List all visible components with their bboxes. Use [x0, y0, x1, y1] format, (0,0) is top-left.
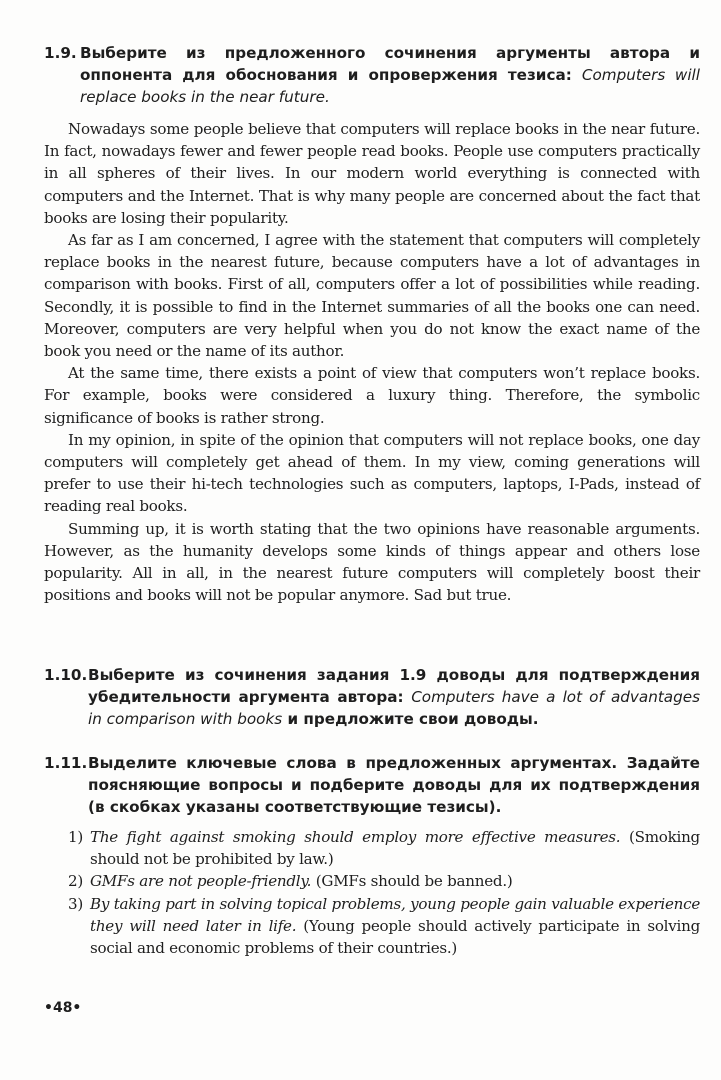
list-item — [68, 893, 700, 960]
essay-paragraph: In my opinion, in spite of the opinion that computers will not replace books, one day computers will completely get ahead of them. In my view, coming generations will prefer to use their hi-tech technologies such as computers, laptops, I-Pads, instead of reading real books. — [44, 430, 700, 516]
task-instruction: Выберите из сочинения задания 1.9 доводы для подтверждения убедительности аргумента автора: — [88, 666, 700, 706]
essay — [44, 118, 700, 606]
page-number: •48• — [44, 1000, 82, 1016]
item-number: 1) — [68, 828, 83, 846]
item-argument: By taking part in solving topical problems, young people gain valuable experience they will need later in life. — [90, 894, 700, 935]
essay-paragraph: At the same time, there exists a point of view that computers won’t replace books. For example, books were considered a luxury thing. Therefore, the symbolic significance of books is rather strong. — [44, 364, 700, 427]
task-text — [80, 42, 700, 108]
task-instruction-end: и предложите свои доводы. — [287, 710, 539, 728]
essay-paragraph: Summing up, it is worth stating that the two opinions have reasonable arguments. However, as the humanity develops some kinds of things appear and others lose popularity. All in all, in the nearest future computers will completely boost their positions and books will not be popular anymore. Sad but true. — [44, 519, 700, 605]
task-number: 1.9. — [44, 44, 77, 62]
list-item — [68, 870, 700, 892]
task-1-11 — [44, 752, 700, 818]
task-1-10 — [44, 664, 700, 730]
item-thesis: (Smoking should not be prohibited by law.) — [90, 828, 700, 869]
task-text — [88, 664, 700, 730]
task-number: 1.10. — [44, 666, 88, 684]
essay-paragraph: As far as I am concerned, I agree with the statement that computers will completely replace books in the nearest future, because computers have a lot of advantages in comparison with books. First of all, computers offer a lot of possibilities while reading. Secondly, it is possible to find in the Internet summaries of all the books one can need. Moreover, computers are very helpful when you do not know the exact name of the book you need or the name of its author. — [44, 231, 700, 361]
item-thesis: (GMFs should be banned.) — [315, 872, 513, 891]
item-number: 2) — [68, 872, 83, 891]
task-1-9 — [44, 42, 700, 108]
task-text: Выделите ключевые слова в предложенных аргументах. Задайте поясняющие вопросы и подберите доводы для их подтверждения (в скобках указаны соответствующие тезисы). — [88, 754, 700, 816]
task-number: 1.11. — [44, 754, 88, 772]
task-thesis: Computers will replace books in the near future. — [80, 66, 700, 106]
task-argument: Computers have a lot of advantages in comparison with books — [88, 688, 700, 728]
item-number: 3) — [68, 894, 83, 913]
item-argument: The fight against smoking should employ more effective measures. — [90, 828, 621, 846]
essay-paragraph: Nowadays some people believe that computers will replace books in the near future. In fact, nowadays fewer and fewer people read books. People use computers practically in all spheres of their lives. In our modern world everything is connected with computers and the Internet. That is why many people are concerned about the fact that books are losing their popularity. — [44, 120, 700, 227]
task-instruction: Выберите из предложенного сочинения аргументы автора и оппонента для обоснования и опровержения тезиса: — [80, 44, 700, 84]
list-item — [68, 826, 700, 870]
argument-list — [68, 826, 700, 959]
item-argument: GMFs are not people-friendly. — [90, 872, 312, 891]
item-thesis: (Young people should actively participate in solving social and economic problems of their countries.) — [90, 916, 700, 958]
